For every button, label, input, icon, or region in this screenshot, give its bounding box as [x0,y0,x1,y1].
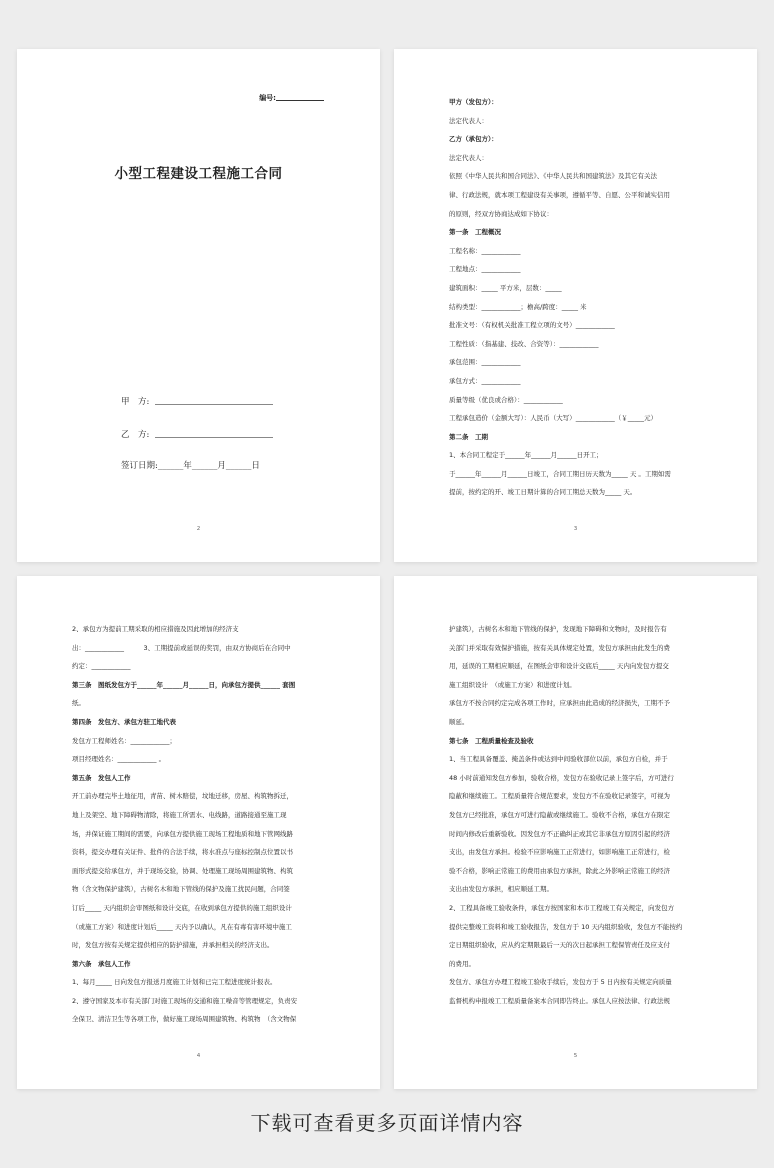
text-line: 于______年______月______日竣工，合同工期日历天数为_____ 天 。工期如需 [449,469,671,478]
text-line: 用，延误的工期相应顺延，在图纸会审和设计交底后_____ 天内向发包方提交 [449,662,669,671]
contract-number-field [259,93,324,103]
section-heading: 乙方（承包方）： [449,135,498,144]
party-b-blank [155,430,273,438]
text-line: 物（含文物保护建筑），古树名木和地下管线的保护及施工扰民问题，合同签 [72,885,290,894]
text-line: 地上及架空、地下障碍物清除，将施工所需水、电线路，道路接通至施工现 [72,810,287,819]
section-heading: 第二条 工期 [449,432,488,441]
text-line: 依照《中华人民共和国合同法》、《中华人民共和国建筑法》及其它有关法 [449,172,657,181]
section-heading: 第四条 发包方、承包方驻工地代表 [72,717,176,726]
text-line: 工程名称：____________ [449,246,521,255]
text-line: 项目经理姓名：____________ 。 [72,755,166,764]
text-line: 法定代表人： [449,116,488,125]
contract-number-label: 编号: [259,94,276,102]
party-a-label: 甲 方: [121,397,150,407]
text-line: 1、本合同工程定于______年______月______日开工； [449,451,603,460]
text-line: 施工组织设计 （或施工方案）和进度计划。 [449,680,576,689]
page-body [449,93,707,502]
download-more-link[interactable]: 下载可查看更多页面详情内容 [250,1111,524,1135]
text-line: 律、行政法规，就本项工程建设有关事项，遵循平等、自愿、公平和诚实信用 [449,190,670,199]
text-line: 1、每月_____ 日向发包方报送月度施工计划和已完工程进度统计报表。 [72,978,277,987]
contract-number-blank [276,94,324,101]
text-line: 定日期组织验收，应从约定期限最后一天的次日起承担工程保管责任及应支付 [449,941,670,950]
page-2 [394,49,757,562]
text-line: 场，并保证施工期间的需要，向承包方提供施工现场工程地质和地下管网线路 [72,829,293,838]
text-line: 建筑面积：_____ 平方米，层数：_____ [449,283,562,292]
text-line: 提前，按约定的开、竣工日期计算的合同工期总天数为_____ 天。 [449,488,637,497]
text-line: 发包方已经批准，承包方可进行隐蔽或继续施工。验收不合格，承包方在限定 [449,810,670,819]
page-number: 3 [573,526,578,532]
page-body [449,620,707,1010]
text-line: 面形式提交给承包方，并于现场交验，协调、处理施工现场周围建筑物、构筑 [72,866,293,875]
page-number: 5 [573,1053,578,1059]
text-line: 承包方式：____________ [449,376,521,385]
text-line: 工程承包造价（金额大写）：人民币（大写）____________（￥_____元） [449,414,657,423]
text-line: 出：____________ 3、工期提前或延误的奖罚，由双方协商后在合同中 [72,643,291,652]
section-heading: 甲方（发包方）： [449,98,498,106]
text-line: 支出由发包方承担，相应顺延工期。 [449,885,553,894]
text-line: 法定代表人： [449,153,488,162]
text-line: 约定：____________ [72,662,131,671]
text-line: 监督机构申报竣工工程质量备案本合同即告终止。承包人应按法律、行政法规 [449,996,670,1005]
text-line: 工程性质：（指基建、技改、合资等）：____________ [449,339,599,348]
party-b-label: 乙 方: [121,430,150,440]
text-line: 顺延。 [449,717,469,726]
text-line: （或施工方案）和进度计划后_____ 天内予以确认，凡在有毒有害环境中施工 [72,922,292,931]
contract-title: 小型工程建设工程施工合同 [114,166,283,182]
section-heading: 第六条 承包人工作 [72,959,131,968]
page-4 [394,576,757,1089]
text-line: 的费用。 [449,959,475,968]
text-line: 隐蔽和继续施工。工程质量符合规范要求，发包方不在验收记录签字，可视为 [449,792,670,801]
text-line: 质量等级（优良或合格）：____________ [449,395,563,404]
text-line: 发包方工程师姓名：____________； [72,736,176,745]
text-line: 的原则，经双方协商达成如下协议： [449,209,553,218]
sign-date-line: 签订日期:______年______月______日 [121,461,260,471]
party-a-line [121,395,273,407]
text-line: 订后_____ 天内组织会审图纸和设计交底，在收到承包方提供的施工组织设计 [72,903,292,912]
text-line: 资料，提交办理有关证件、批件的合法手续，将水准点与座标控制点位置以书 [72,848,293,857]
text-line: 承包范围：____________ [449,358,521,367]
text-line: 支出，由发包方承担。检验不应影响施工正常进行，如影响施工正常进行，检 [449,848,670,857]
party-a-blank [155,397,273,405]
section-heading: 第五条 发包人工作 [72,773,131,782]
text-line: 批准文号：（有权机关批准工程立项的文号）____________ [449,321,615,330]
page-number: 4 [196,1053,201,1059]
text-line: 开工前办理完毕土地征用，青苗、树木赔偿，坟地迁移，房屋、构筑物拆迁， [72,792,293,801]
section-heading: 第七条 工程质量检查及验收 [449,736,534,745]
text-line: 2、承包方为提前工期采取的相应措施及因此增加的经济支 [72,625,239,633]
text-line: 发包方、承包方办理工程竣工验收手续后，发包方于 5 日内按有关规定向质量 [449,978,672,987]
text-line: 护建筑），古树名木和地下管线的保护，发现地下障碍和文物时，及时报告有 [449,625,667,633]
text-line: 承包方不按合同约定完成各项工作时，应承担由此造成的经济损失，工期不予 [449,699,670,708]
text-line: 提供完整竣工资料和竣工验收报告，发包方于 10 天内组织验收，发包方不能按约 [449,922,683,931]
text-line: 2、遵守国家及本市有关部门对施工现场的交通和施工噪音等管理规定，负责安 [72,996,298,1005]
party-b-line [121,428,273,440]
text-line: 纸。 [72,699,85,708]
section-heading: 第三条 图纸发包方于______年______月______日，向承包方提供______ 套图 [72,680,296,689]
text-line: 关部门并采取有效保护措施，按有关具体规定处置，发包方承担由此发生的费 [449,643,670,652]
page-cover [17,49,380,562]
text-line: 工程地点：____________ [449,265,521,274]
text-line: 全保卫、清洁卫生等各项工作，做好施工现场周围建筑物、构筑物 （含文物保 [72,1015,297,1024]
section-heading: 第一条 工程概况 [449,228,501,237]
text-line: 结构类型：____________；檐高/跨度：_____ 米 [449,302,587,311]
text-line: 时，发包方按有关规定提供相应的防护措施，并承担相关的经济支出。 [72,941,274,950]
text-line: 48 小时前通知发包方参加，验收合格，发包方在验收记录上签字后，方可进行 [449,773,674,782]
page-body [72,620,330,1029]
page-3 [17,576,380,1089]
text-line: 1、当工程具备覆盖、掩盖条件或达到中间验收部位以前，承包方自检，并于 [449,755,668,764]
text-line: 2、工程具备竣工验收条件，承包方按国家和本市工程竣工有关规定，向发包方 [449,903,675,912]
text-line: 验不合格，影响正常施工的费用由承包方承担，除此之外影响正常施工的经济 [449,866,670,875]
page-number: 2 [196,526,201,532]
text-line: 时间内修改后重新验收。因发包方不正确纠正或其它非承包方原因引起的经济 [449,829,670,838]
